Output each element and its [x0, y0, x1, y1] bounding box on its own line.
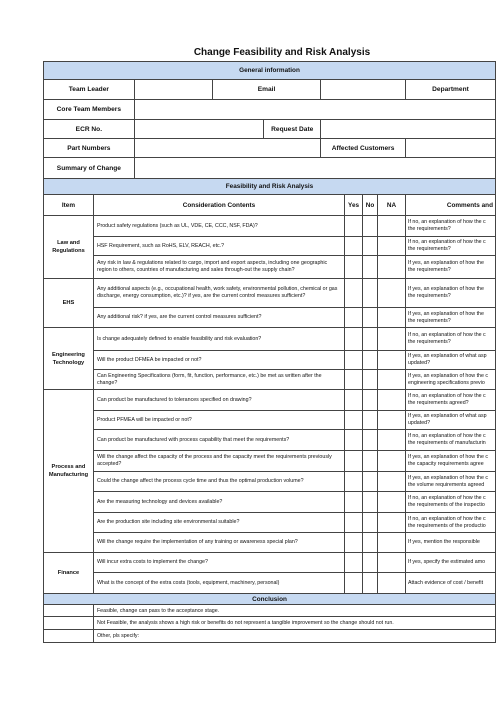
comment-text: the requirements? — [407, 339, 451, 345]
comment-text: the requirements? — [407, 246, 451, 252]
comment-cell[interactable] — [405, 256, 495, 279]
conclusion-option: Other, pls specify: — [93, 630, 495, 643]
part-numbers-label: Part Numbers — [44, 139, 135, 158]
na-cell[interactable] — [378, 279, 406, 308]
comment-cell[interactable] — [405, 370, 495, 390]
col-item: Item — [44, 195, 94, 216]
no-cell[interactable] — [363, 237, 378, 256]
na-cell[interactable] — [378, 216, 406, 237]
analysis-row — [44, 328, 496, 351]
na-cell[interactable] — [378, 430, 406, 451]
analysis-row — [44, 472, 496, 492]
comment-cell[interactable] — [405, 328, 495, 351]
yes-cell[interactable] — [345, 451, 363, 472]
consideration-text: Product PFMEA will be impacted or not? — [93, 411, 344, 430]
comment-text: the requirements of the productio — [407, 522, 486, 529]
summary-label: Summary of Change — [44, 158, 135, 179]
yes-cell[interactable] — [345, 472, 363, 492]
na-cell[interactable] — [378, 370, 406, 390]
comment-text: the requirements agreed? — [407, 400, 469, 406]
affected-customers-field[interactable] — [405, 139, 495, 158]
conclusion-option: Feasible, change can pass to the acceptance stage. — [93, 605, 495, 617]
analysis-row — [44, 573, 496, 594]
col-na: NA — [378, 195, 406, 216]
comment-text: If yes, an explanation of how the c — [407, 372, 489, 379]
no-cell[interactable] — [363, 472, 378, 492]
comment-text: updated? — [407, 360, 431, 366]
consideration-text: Can product be manufactured to tolerances specified on drawing? — [93, 390, 344, 411]
na-cell[interactable] — [378, 451, 406, 472]
na-cell[interactable] — [378, 308, 406, 328]
request-date-field[interactable] — [321, 120, 496, 139]
comment-cell[interactable] — [405, 451, 495, 472]
yes-cell[interactable] — [345, 430, 363, 451]
consideration-text: Is change adequately defined to enable feasibility and risk evaluation? — [93, 328, 344, 351]
na-cell[interactable] — [378, 472, 406, 492]
ecr-no-field[interactable] — [134, 120, 264, 139]
no-cell[interactable] — [363, 513, 378, 533]
consideration-text: Will incur extra costs to implement the change? — [93, 553, 344, 573]
yes-cell[interactable] — [345, 573, 363, 594]
consideration-text: Will the change affect the capacity of the process and the capacity meet the requirements previously accepted? — [93, 451, 344, 472]
general-info-header: General information — [44, 62, 496, 80]
team-leader-field[interactable] — [134, 80, 212, 100]
comment-text: the requirements? — [407, 293, 451, 299]
comment-text: If no, an explanation of how the c — [407, 433, 486, 439]
analysis-row — [44, 553, 496, 573]
consideration-text: Will the change require the implementation of any training or awareness special plan? — [93, 533, 344, 553]
analysis-row — [44, 430, 496, 451]
analysis-row — [44, 216, 496, 237]
risk-analysis-form — [43, 61, 496, 643]
analysis-row — [44, 256, 496, 279]
consideration-text: Are the production site including site environmental suitable? — [93, 513, 344, 533]
conclusion-header: Conclusion — [44, 594, 496, 605]
item-category: Process and Manufacturing — [44, 390, 94, 553]
analysis-row — [44, 451, 496, 472]
department-label: Department — [405, 80, 495, 100]
consideration-text: Can product be manufactured with process capability that meet the requirements? — [93, 430, 344, 451]
consideration-text: Are the measuring technology and devices available? — [93, 492, 344, 513]
na-cell[interactable] — [378, 533, 406, 553]
na-cell[interactable] — [378, 351, 406, 370]
email-field[interactable] — [321, 80, 406, 100]
analysis-row — [44, 279, 496, 308]
na-cell[interactable] — [378, 573, 406, 594]
comment-text: updated? — [407, 420, 431, 426]
conclusion-checkbox[interactable] — [44, 630, 94, 643]
col-consideration: Consideration Contents — [93, 195, 344, 216]
no-cell[interactable] — [363, 411, 378, 430]
comment-text: the requirements of manufacturin — [407, 440, 486, 446]
comment-text: the capacity requirements agree — [407, 461, 484, 467]
item-category: Law and Regulations — [44, 216, 94, 279]
comment-cell[interactable] — [405, 216, 495, 237]
core-team-label: Core Team Members — [44, 100, 135, 120]
comment-text: the requirements? — [407, 267, 451, 273]
item-category: EHS — [44, 279, 94, 328]
comment-cell[interactable] — [405, 533, 495, 553]
no-cell[interactable] — [363, 351, 378, 370]
summary-field[interactable] — [134, 158, 495, 179]
na-cell[interactable] — [378, 411, 406, 430]
na-cell[interactable] — [378, 390, 406, 411]
item-category: Finance — [44, 553, 94, 594]
comment-text: engineering specifications previo — [407, 379, 485, 386]
comment-text: the requirements? — [407, 226, 451, 232]
no-cell[interactable] — [363, 328, 378, 351]
analysis-row — [44, 370, 496, 390]
comment-text: If no, an explanation of how the c — [407, 515, 486, 522]
conclusion-option: Not Feasible, the analysis shows a high risk or benefits do not represent a tangible improvement so the change should not run. — [93, 617, 495, 630]
yes-cell[interactable] — [345, 308, 363, 328]
yes-cell[interactable] — [345, 513, 363, 533]
yes-cell[interactable] — [345, 553, 363, 573]
part-numbers-field[interactable] — [134, 139, 320, 158]
yes-cell[interactable] — [345, 256, 363, 279]
email-label: Email — [212, 80, 320, 100]
comment-text: If yes, specify the estimated amo — [407, 559, 486, 565]
analysis-row — [44, 237, 496, 256]
na-cell[interactable] — [378, 513, 406, 533]
yes-cell[interactable] — [345, 492, 363, 513]
no-cell[interactable] — [363, 256, 378, 279]
consideration-text: Any additional aspects (e.g., occupational health, work safety, environmental pollution, chemical or gas discharge, energy consumption, etc.)? if yes, are the current control measures sufficient? — [93, 279, 344, 308]
comment-cell[interactable] — [405, 279, 495, 308]
comment-cell[interactable] — [405, 430, 495, 451]
comment-text: the requirements of the inspectio — [407, 502, 485, 508]
yes-cell[interactable] — [345, 351, 363, 370]
no-cell[interactable] — [363, 553, 378, 573]
comment-text: If no, an explanation of how the c — [407, 219, 486, 225]
comment-cell[interactable] — [405, 492, 495, 513]
no-cell[interactable] — [363, 430, 378, 451]
comment-text: If no, an explanation of how the c — [407, 332, 486, 338]
feasibility-header: Feasibility and Risk Analysis — [44, 179, 496, 195]
na-cell[interactable] — [378, 328, 406, 351]
no-cell[interactable] — [363, 216, 378, 237]
comment-cell[interactable] — [405, 573, 495, 594]
consideration-text: HSF Requirement, such as RoHS, ELV, REACH, etc.? — [93, 237, 344, 256]
comment-cell[interactable] — [405, 513, 495, 533]
comment-cell[interactable] — [405, 411, 495, 430]
no-cell[interactable] — [363, 308, 378, 328]
yes-cell[interactable] — [345, 411, 363, 430]
consideration-text: Product safety regulations (such as UL, VDE, CE, CCC, NSF, FDA)? — [93, 216, 344, 237]
ecr-no-label: ECR No. — [44, 120, 135, 139]
comment-cell[interactable] — [405, 553, 495, 573]
consideration-text: Will the product DFMEA be impacted or not? — [93, 351, 344, 370]
yes-cell[interactable] — [345, 237, 363, 256]
core-team-field[interactable] — [134, 100, 495, 120]
col-yes: Yes — [345, 195, 363, 216]
comment-text: If yes, an explanation of what asp — [407, 413, 487, 419]
comment-cell[interactable] — [405, 237, 495, 256]
yes-cell[interactable] — [345, 279, 363, 308]
analysis-row — [44, 533, 496, 553]
yes-cell[interactable] — [345, 390, 363, 411]
col-no: No — [363, 195, 378, 216]
na-cell[interactable] — [378, 553, 406, 573]
comment-text: If no, an explanation of how the c — [407, 495, 486, 501]
item-category: Engineering Technology — [44, 328, 94, 390]
comment-cell[interactable] — [405, 308, 495, 328]
no-cell[interactable] — [363, 370, 378, 390]
analysis-row — [44, 513, 496, 533]
comment-text: If yes, an explanation of how the c — [407, 454, 489, 460]
comment-cell[interactable] — [405, 390, 495, 411]
na-cell[interactable] — [378, 237, 406, 256]
comment-text: If yes, mention the responsible — [407, 539, 480, 545]
yes-cell[interactable] — [345, 370, 363, 390]
analysis-row — [44, 351, 496, 370]
no-cell[interactable] — [363, 573, 378, 594]
comment-text: the requirements? — [407, 317, 451, 324]
yes-cell[interactable] — [345, 533, 363, 553]
no-cell[interactable] — [363, 533, 378, 553]
comment-text: If yes, an explanation of what asp — [407, 353, 487, 359]
page-title: Change Feasibility and Risk Analysis — [193, 47, 371, 58]
consideration-text: Can Engineering Specifications (form, fit, function, performance, etc.) be met as written after the change? — [93, 370, 344, 390]
na-cell[interactable] — [378, 256, 406, 279]
comment-cell[interactable] — [405, 351, 495, 370]
consideration-text: Any risk in law & regulations related to cargo, import and export aspects, including one geographic region to others, countries of manufacturing and sales through-out the supply chain? — [93, 256, 344, 279]
analysis-row — [44, 308, 496, 328]
comment-text: If yes, an explanation of how the — [407, 310, 484, 317]
analysis-rows — [44, 216, 496, 594]
conclusion-checkbox[interactable] — [44, 605, 94, 617]
conclusion-checkbox[interactable] — [44, 617, 94, 630]
comment-text: If no, an explanation of how the c — [407, 393, 486, 399]
comment-text: If no, an explanation of how the c — [407, 239, 486, 245]
no-cell[interactable] — [363, 492, 378, 513]
no-cell[interactable] — [363, 390, 378, 411]
no-cell[interactable] — [363, 279, 378, 308]
analysis-row — [44, 492, 496, 513]
na-cell[interactable] — [378, 492, 406, 513]
analysis-row — [44, 411, 496, 430]
yes-cell[interactable] — [345, 328, 363, 351]
comment-cell[interactable] — [405, 472, 495, 492]
request-date-label: Request Date — [264, 120, 321, 139]
comment-text: the volume requirements agreed — [407, 481, 485, 488]
yes-cell[interactable] — [345, 216, 363, 237]
consideration-text: Could the change affect the process cycle time and thus the optimal production volume? — [93, 472, 344, 492]
affected-customers-label: Affected Customers — [321, 139, 406, 158]
consideration-text: What is the concept of the extra costs (tools, equipment, machinery, personal) — [93, 573, 344, 594]
no-cell[interactable] — [363, 451, 378, 472]
comment-text: Attach evidence of cost / benefit — [407, 579, 484, 586]
team-leader-label: Team Leader — [44, 80, 135, 100]
comment-text: If yes, an explanation of how the c — [407, 474, 489, 481]
analysis-row — [44, 390, 496, 411]
comment-text: If yes, an explanation of how the — [407, 260, 484, 266]
col-comments: Comments and — [405, 195, 495, 216]
consideration-text: Any additional risk? if yes, are the current control measures sufficient? — [93, 308, 344, 328]
comment-text: If yes, an explanation of how the — [407, 286, 484, 292]
